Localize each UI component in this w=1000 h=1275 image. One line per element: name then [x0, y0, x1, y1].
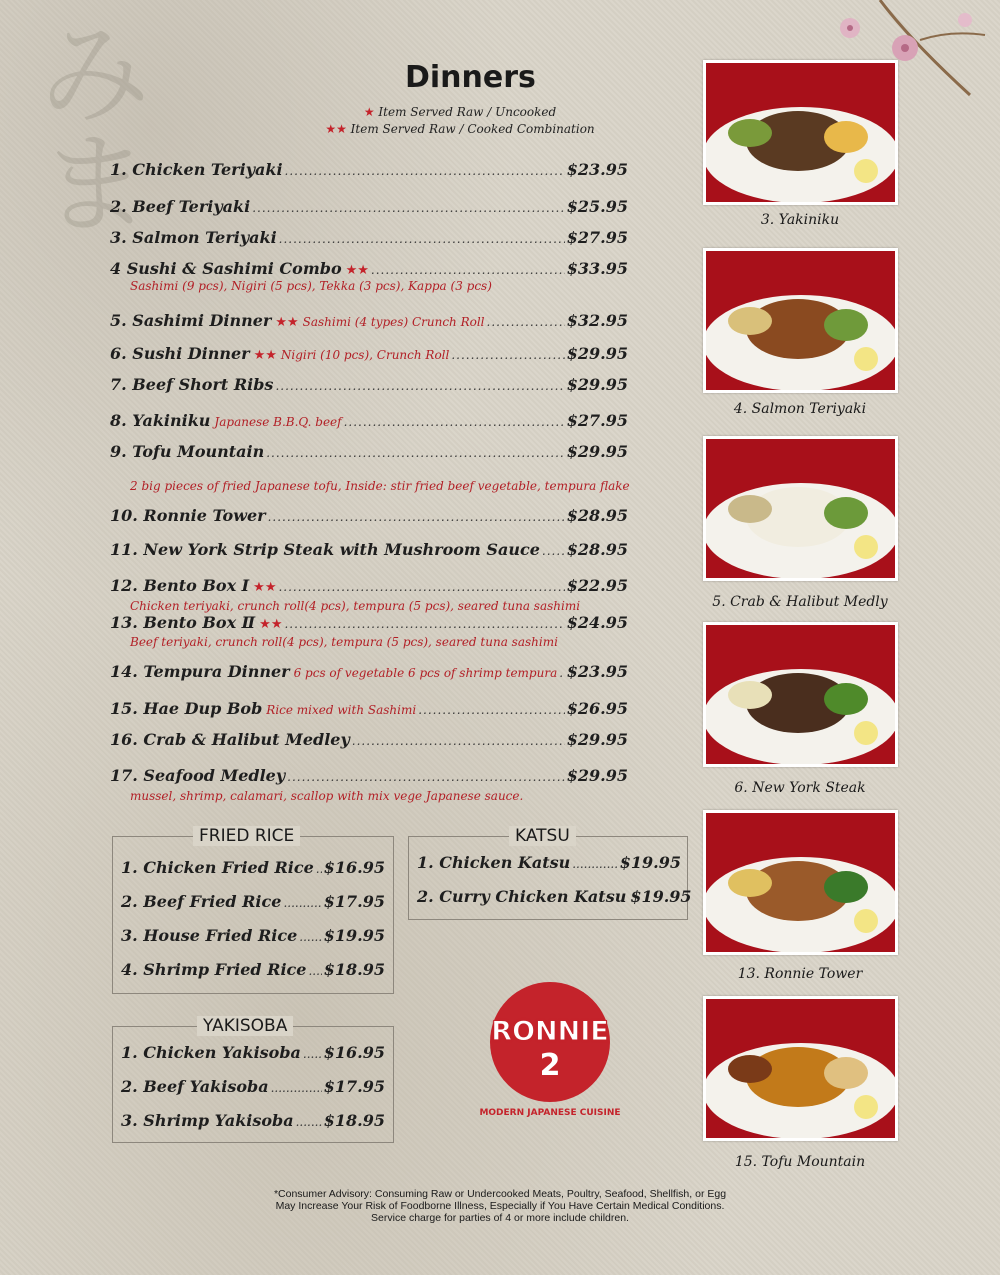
- menu-item-description: 2 big pieces of fried Japanese tofu, Inside: stir fried beef vegetable, tempura flake: [130, 479, 630, 493]
- menu-item-price: $17.95: [323, 892, 385, 911]
- dish-photo-caption: 13. Ronnie Tower: [737, 966, 863, 982]
- menu-item-name: 14. Tempura Dinner: [110, 662, 290, 681]
- dish-photo: [703, 622, 898, 767]
- menu-item: [110, 540, 628, 564]
- menu-item-note: Rice mixed with Sashimi: [266, 703, 417, 717]
- menu-item-name: 2. Curry Chicken Katsu: [417, 887, 627, 906]
- menu-item-price: $19.95: [619, 853, 681, 872]
- menu-item-name: 1. Chicken Teriyaki: [110, 160, 283, 179]
- menu-item-name: 3. House Fried Rice: [121, 926, 298, 945]
- menu-item-name: 5. Sashimi Dinner: [110, 311, 272, 330]
- menu-item-description: Chicken teriyaki, crunch roll(4 pcs), tempura (5 pcs), seared tuna sashimi: [130, 599, 581, 613]
- dish-photo-caption: 3. Yakiniku: [760, 212, 840, 228]
- menu-item-name: 16. Crab & Halibut Medley: [110, 730, 350, 749]
- menu-item: [110, 730, 628, 754]
- leader-dots: [279, 232, 565, 246]
- yakisoba-box: [112, 1016, 394, 1143]
- yakisoba-title: YAKISOBA: [197, 1016, 293, 1036]
- menu-item-note: Sashimi (4 types) Crunch Roll: [302, 315, 485, 329]
- menu-item-name: 6. Sushi Dinner: [110, 344, 250, 363]
- menu-item-price: $16.95: [323, 1043, 385, 1062]
- menu-item-price: $24.95: [566, 613, 628, 632]
- menu-item-price: $29.95: [566, 730, 628, 749]
- legend-raw: ★ Item Served Raw / Uncooked: [363, 105, 557, 119]
- leader-dots: [296, 1115, 322, 1129]
- menu-item-price: $22.95: [566, 576, 628, 595]
- menu-item-price: $19.95: [630, 887, 692, 906]
- menu-item: [121, 1043, 385, 1062]
- menu-item: [417, 853, 681, 872]
- katsu-title: KATSU: [509, 826, 576, 846]
- legend-combination: ★★ Item Served Raw / Cooked Combination: [325, 122, 595, 136]
- menu-item-name: 12. Bento Box Ⅰ: [110, 576, 250, 595]
- menu-item-price: $29.95: [566, 766, 628, 785]
- menu-item: [110, 613, 628, 637]
- menu-item-name: 17. Seafood Medley: [110, 766, 286, 785]
- dish-photo-caption: 15. Tofu Mountain: [734, 1154, 866, 1170]
- menu-item: [110, 411, 628, 435]
- leader-dots: [418, 703, 565, 717]
- menu-item-name: 9. Tofu Mountain: [110, 442, 265, 461]
- leader-dots: [316, 862, 322, 876]
- leader-dots: [268, 510, 565, 524]
- menu-item: [110, 506, 628, 530]
- dish-photo: [703, 60, 898, 205]
- menu-item-note: 6 pcs of vegetable 6 pcs of shrimp tempura: [293, 666, 558, 680]
- menu-item: [110, 442, 628, 466]
- leader-dots: [303, 1047, 322, 1061]
- menu-item: [110, 344, 628, 368]
- leader-dots: [275, 379, 564, 393]
- dish-photo: [703, 436, 898, 581]
- fried-rice-box: [112, 826, 394, 994]
- menu-item: [110, 228, 628, 252]
- leader-dots: [559, 666, 565, 680]
- menu-item-price: $32.95: [566, 311, 628, 330]
- leader-dots: [344, 415, 565, 429]
- leader-dots: [287, 770, 565, 784]
- dish-photo-caption: 4. Salmon Teriyaki: [733, 401, 867, 417]
- menu-item-name: 8. Yakiniku: [110, 411, 211, 430]
- menu-item-description: Sashimi (9 pcs), Nigiri (5 pcs), Tekka (3 pcs), Kappa (3 pcs): [130, 279, 492, 293]
- menu-item-name: 11. New York Strip Steak with Mushroom Sauce: [110, 540, 540, 559]
- leader-dots: [252, 201, 565, 215]
- star-icon: ★: [363, 105, 375, 119]
- legend: [300, 104, 620, 138]
- menu-item: [121, 1077, 385, 1096]
- menu-item-name: 2. Beef Teriyaki: [110, 197, 251, 216]
- menu-item: [121, 926, 385, 945]
- leader-dots: [308, 964, 321, 978]
- menu-item-price: $26.95: [566, 699, 628, 718]
- background-calligraphy: み ま: [40, 11, 150, 249]
- menu-item: [110, 311, 628, 335]
- star-icon: ★★: [259, 617, 283, 632]
- menu-item-price: $23.95: [566, 160, 628, 179]
- leader-dots: [371, 263, 565, 277]
- menu-item: [110, 699, 628, 723]
- leader-dots: [285, 164, 565, 178]
- dish-photo: [703, 810, 898, 955]
- leader-dots: [299, 930, 321, 944]
- menu-item-price: $33.95: [566, 259, 628, 278]
- menu-item: [110, 662, 628, 686]
- star-icon: ★★: [253, 580, 277, 595]
- menu-item-price: $29.95: [566, 442, 628, 461]
- menu-item: [110, 197, 628, 221]
- menu-item-name: 3. Shrimp Yakisoba: [121, 1111, 294, 1130]
- dish-photo-caption: 5. Crab & Halibut Medly: [712, 594, 888, 610]
- menu-item-price: $29.95: [566, 344, 628, 363]
- menu-item-name: 1. Chicken Fried Rice: [121, 858, 314, 877]
- consumer-advisory: *Consumer Advisory: Consuming Raw or Undercooked Meats, Poultry, Seafood, Shellfish, or Egg May Increase Your Risk of Foodborne Illness, Especially if You Have Certain Medical Conditions. Service charge for parties of 4 or more include children.: [273, 1188, 727, 1224]
- dish-photo: [703, 996, 898, 1141]
- katsu-box: [408, 826, 692, 920]
- menu-item-name: 1. Chicken Katsu: [417, 853, 571, 872]
- fried-rice-title: FRIED RICE: [193, 826, 300, 846]
- menu-item-description: mussel, shrimp, calamari, scallop with mix vege Japanese sauce.: [130, 789, 524, 803]
- menu-item-name: 4 Sushi & Sashimi Combo: [110, 259, 342, 278]
- menu-item-name: 2. Beef Fried Rice: [121, 892, 282, 911]
- menu-item-note: Nigiri (10 pcs), Crunch Roll: [280, 348, 450, 362]
- leader-dots: [352, 734, 565, 748]
- menu-item: [417, 887, 692, 906]
- menu-item-price: $18.95: [323, 1111, 385, 1130]
- menu-item-price: $27.95: [566, 228, 628, 247]
- leader-dots: [283, 896, 321, 910]
- leader-dots: [271, 1081, 322, 1095]
- menu-item-price: $25.95: [566, 197, 628, 216]
- dish-photo-caption: 6. New York Steak: [734, 780, 866, 796]
- leader-dots: [451, 348, 564, 362]
- menu-item-price: $28.95: [566, 506, 628, 525]
- menu-item-name: 7. Beef Short Ribs: [110, 375, 274, 394]
- menu-item-description: Beef teriyaki, crunch roll(4 pcs), tempura (5 pcs), seared tuna sashimi: [130, 635, 558, 649]
- leader-dots: [542, 544, 565, 558]
- leader-dots: [278, 580, 564, 594]
- menu-item: [110, 160, 628, 184]
- leader-dots: [572, 857, 618, 871]
- menu-item: [110, 576, 628, 600]
- menu-item-price: $16.95: [323, 858, 385, 877]
- menu-item-name: 2. Beef Yakisoba: [121, 1077, 269, 1096]
- menu-item-name: 13. Bento Box Ⅱ: [110, 613, 256, 632]
- menu-item: [121, 858, 385, 877]
- dish-photo: [703, 248, 898, 393]
- star-icon: ★★: [275, 315, 299, 330]
- star-icon: ★★: [253, 348, 277, 363]
- menu-item-price: $19.95: [323, 926, 385, 945]
- logo-word: RONNIE: [491, 1016, 609, 1047]
- menu-item-price: $23.95: [566, 662, 628, 681]
- menu-item-price: $29.95: [566, 375, 628, 394]
- page-title: Dinners: [405, 60, 536, 95]
- logo-tagline: MODERN JAPANESE CUISINE: [479, 1108, 621, 1118]
- star-icon: ★★: [325, 122, 347, 136]
- menu-item: [110, 375, 628, 399]
- menu-item: [110, 766, 628, 790]
- menu-item-price: $28.95: [566, 540, 628, 559]
- menu-item-name: 1. Chicken Yakisoba: [121, 1043, 301, 1062]
- menu-item: [121, 892, 385, 911]
- menu-item-name: 3. Salmon Teriyaki: [110, 228, 277, 247]
- menu-item-price: $18.95: [323, 960, 385, 979]
- leader-dots: [284, 617, 564, 631]
- menu-item-name: 15. Hae Dup Bob: [110, 699, 263, 718]
- logo-number: 2: [539, 1048, 561, 1083]
- leader-dots: [266, 446, 565, 460]
- menu-item-price: $17.95: [323, 1077, 385, 1096]
- menu-item-price: $27.95: [566, 411, 628, 430]
- menu-item: [121, 960, 385, 979]
- menu-item-note: Japanese B.B.Q. beef: [214, 415, 342, 429]
- leader-dots: [487, 315, 565, 329]
- menu-item-name: 4. Shrimp Fried Rice: [121, 960, 307, 979]
- star-icon: ★★: [345, 263, 369, 278]
- menu-item-name: 10. Ronnie Tower: [110, 506, 266, 525]
- menu-item: [121, 1111, 385, 1130]
